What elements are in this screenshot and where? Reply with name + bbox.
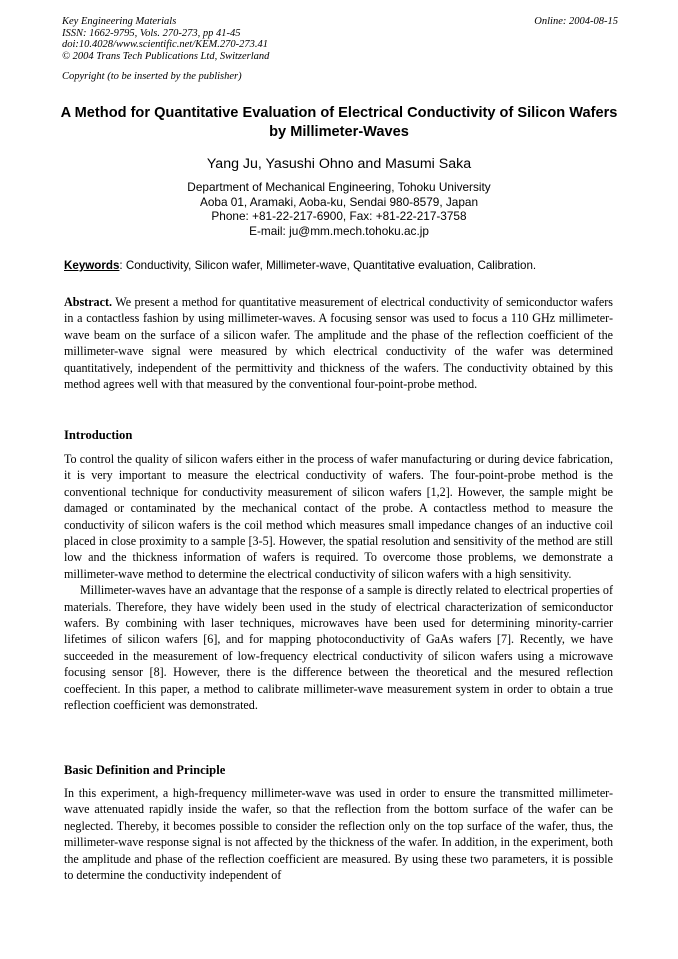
- abstract-paragraph: [64, 294, 613, 392]
- introduction-paragraph-2: Millimeter-waves have an advantage that the response of a sample is directly related to electrical properties of materials. Therefore, they have widely been used in the study of electrical characterization of semiconductor wafers. By combining with laser techniques, microwaves have been used for determining minority-carrier lifetimes of silicon wafers [6], and for mapping photoconductivity of GaAs wafers [7]. Recently, we have succeeded in the measurement of low-frequency electrical conductivity of silicon wafers using a microwave focusing sensor [8]. However, there is the difference between the theoretical and the mesured reflection coeffecient. In this paper, a method to calibrate millimeter-wave measurement system in order to obtain a true reflection coefficient was demonstrated.: [64, 583, 613, 713]
- affiliation-phone: Phone: +81-22-217-6900, Fax: +81-22-217-3758: [211, 209, 467, 224]
- publisher-line: © 2004 Trans Tech Publications Ltd, Switzerland: [62, 50, 270, 62]
- journal-header: [62, 16, 618, 62]
- affiliation-department: Department of Mechanical Engineering, Tohoku University: [187, 180, 491, 194]
- introduction-section: [64, 451, 613, 714]
- copyright-note: Copyright (to be inserted by the publisher): [62, 71, 242, 82]
- issn-line: ISSN: 1662-9795, Vols. 270-273, pp 41-45: [62, 27, 241, 39]
- abstract-text: We present a method for quantitative measurement of electrical conductivity of semiconductor wafers in a contactless fashion by using millimeter-waves. A focusing sensor was used to focus a 110 GHz millimeter-wave beam on the surface of a silicon wafer. The amplitude and the phase of the reflection coefficient of the millimeter-wave signal were measured by which electrical conductivity of the wafer was determined quantitatively, independent of the permittivity and thickness of the wafers. The conductivity obtained by this method agrees well with that measured by the conventional four-point-probe method.: [64, 295, 613, 392]
- online-date: Online: 2004-08-15: [534, 16, 618, 27]
- principle-paragraph-1: In this experiment, a high-frequency millimeter-wave was used in order to ensure the transmitted millimeter-wave attenuated rapidly inside the wafer, so that the reflection from the bottom surface of the wafer can be neglected. Thereby, it becomes possible to consider the reflection only on the top surface of the wafer, thus, the millimeter-wave response signal is not affected by the thickness of the wafer. In addition, in the experiment, both the amplitude and phase of the reflection coefficient are measured. By using these two parameters, it is possible to determine the conductivity independent of: [64, 786, 613, 883]
- doi-line: doi:10.4028/www.scientific.net/KEM.270-273.41: [62, 39, 268, 50]
- journal-name: Key Engineering Materials: [62, 16, 177, 27]
- section-heading-principle: Basic Definition and Principle: [64, 763, 226, 777]
- paper-title: A Method for Quantitative Evaluation of Electrical Conductivity of Silicon Wafers by Millimeter-Waves: [60, 105, 618, 140]
- introduction-paragraph-1: To control the quality of silicon wafers either in the process of wafer manufacturing or during device fabrication, it is very important to measure the electrical conductivity of wafers. The four-point-probe method is the conventional technique for conductivity measurement of silicon wafers [1,2]. However, the sample might be damaged or contaminated by the mechanical contact of the probe. A contactless method to measure the conductivity of silicon wafers is the coil method which measures small impedance changes of an inductive coil placed in close proximity to a sample [3-5]. However, the spatial resolution and sensitivity of the method are still low and the thickness information of wafers is required. To overcome those problems, we demonstrate a millimeter-wave method to determine the electrical conductivity of silicon wafers with a high sensitivity.: [64, 452, 613, 581]
- affiliation-address: Aoba 01, Aramaki, Aoba-ku, Sendai 980-8579, Japan: [199, 194, 479, 209]
- principle-section: [64, 785, 613, 883]
- keywords-text: : Conductivity, Silicon wafer, Millimeter-wave, Quantitative evaluation, Calibration.: [119, 259, 537, 272]
- abstract-label: Abstract.: [64, 295, 113, 309]
- section-heading-introduction: Introduction: [64, 428, 133, 442]
- affiliation-email: E-mail: ju@mm.mech.tohoku.ac.jp: [249, 223, 429, 238]
- keywords-label: Keywords: [64, 259, 120, 272]
- affiliation-block: [0, 180, 678, 238]
- keywords-line: [64, 259, 624, 272]
- author-list: Yang Ju, Yasushi Ohno and Masumi Saka: [206, 156, 472, 172]
